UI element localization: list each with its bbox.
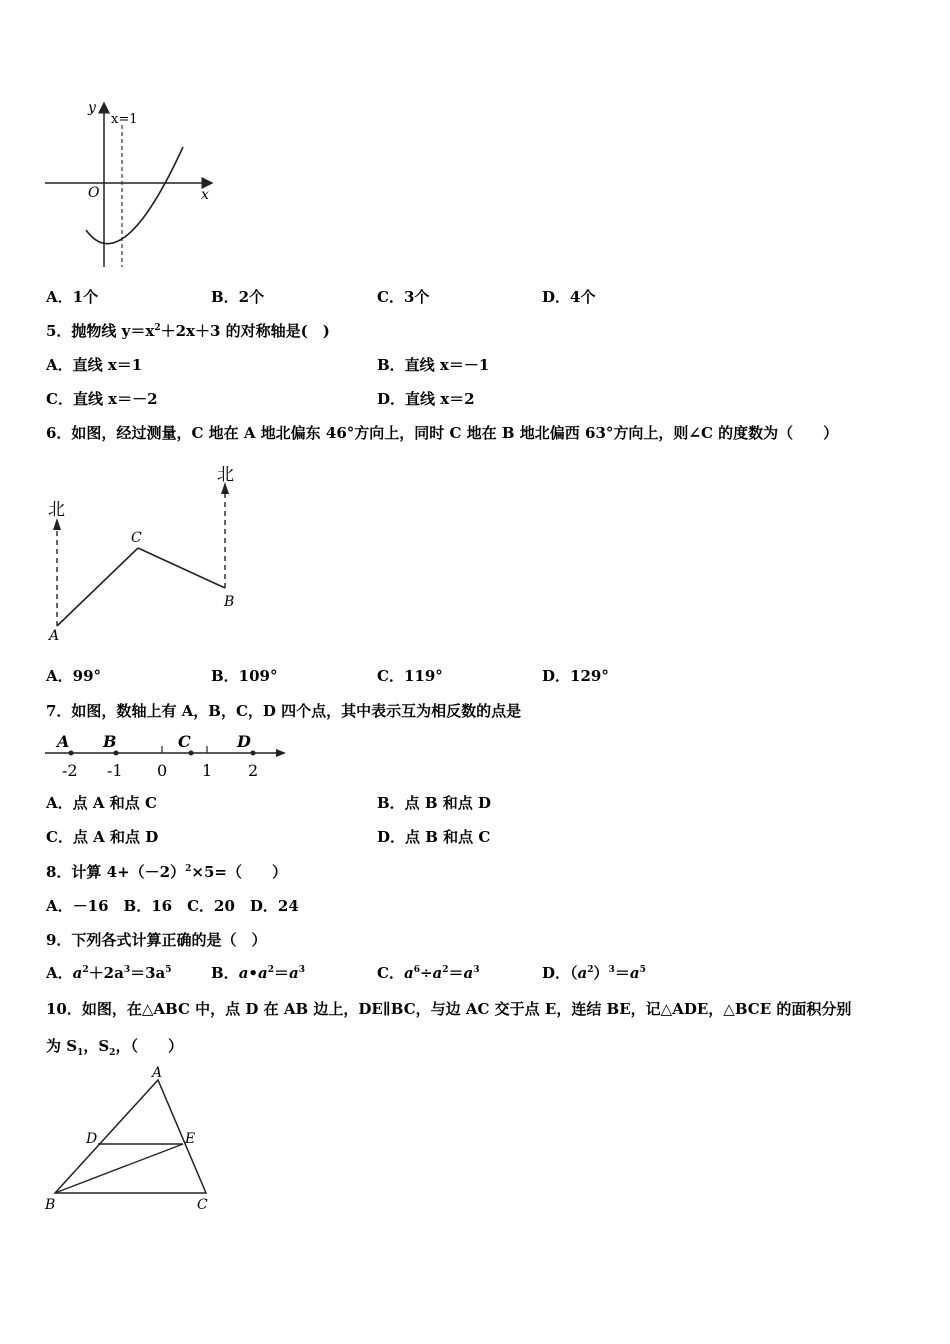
north-label-a: 北 xyxy=(48,500,65,520)
q6-option-b[interactable]: B．109° xyxy=(211,667,278,685)
point-a xyxy=(69,751,74,756)
symmetry-label: x=1 xyxy=(111,112,138,127)
point-d xyxy=(251,751,256,756)
q4-option-c[interactable]: C．3个 xyxy=(377,288,430,306)
segment-ac xyxy=(57,548,138,626)
q7-stem: 7．如图，数轴上有 A，B，C，D 四个点，其中表示互为相反数的点是 xyxy=(46,702,522,720)
q9-option-b[interactable]: B．$a•a^2=a^3$ xyxy=(211,964,306,982)
x-label: x xyxy=(201,187,209,203)
north-label-b: 北 xyxy=(217,465,234,485)
point-d-label: D xyxy=(86,1131,98,1147)
q4-option-b[interactable]: B．2个 xyxy=(211,288,265,306)
segment-cb xyxy=(138,548,225,588)
q5-option-b[interactable]: B．直线 x＝－1 xyxy=(377,356,490,374)
segment-be xyxy=(55,1144,183,1193)
number-line-figure xyxy=(40,728,300,783)
q7-option-a[interactable]: A．点 A 和点 C xyxy=(46,794,157,812)
q10-stem-line2: 为 $S_1$，$S_2$，（ ） xyxy=(46,1037,183,1058)
label-d: D xyxy=(237,732,251,751)
q4-option-a[interactable]: A．1个 xyxy=(46,288,99,306)
label-b: B xyxy=(103,732,117,751)
point-b-label: B xyxy=(224,594,235,610)
parabola-figure xyxy=(40,95,220,275)
tick-1: 1 xyxy=(202,761,213,780)
point-a-label: A xyxy=(49,628,60,644)
tick-neg2: -2 xyxy=(62,761,78,780)
q5-option-a[interactable]: A．直线 x＝1 xyxy=(46,356,143,374)
point-c-label: C xyxy=(131,530,142,546)
bearing-figure xyxy=(40,458,250,648)
tick-2: 2 xyxy=(248,761,259,780)
point-b xyxy=(114,751,119,756)
q5-stem: 5．抛物线 $y=x^2+2x+3$ 的对称轴是( ) xyxy=(46,322,330,340)
vertex-c-label: C xyxy=(197,1197,208,1213)
parabola-curve xyxy=(86,147,183,244)
vertex-b-label: B xyxy=(45,1197,56,1213)
q5-option-d[interactable]: D．直线 x＝2 xyxy=(377,390,475,408)
q7-option-d[interactable]: D．点 B 和点 C xyxy=(377,828,491,846)
point-c xyxy=(189,751,194,756)
q4-option-d[interactable]: D．4个 xyxy=(542,288,596,306)
q10-stem-line1: 10．如图，在△ABC 中，点 D 在 AB 边上，DE∥BC，与边 AC 交于点 E，连结 BE，记△ADE，△BCE 的面积分别 xyxy=(46,1000,852,1018)
tick-0: 0 xyxy=(157,761,168,780)
y-label: y xyxy=(88,100,96,116)
q9-option-c[interactable]: C．$a^6\div a^2=a^3$ xyxy=(377,964,480,982)
q9-option-a[interactable]: A．$a^2+2a^3=3a^5$ xyxy=(46,964,172,982)
q9-stem: 9．下列各式计算正确的是（ ） xyxy=(46,931,267,949)
point-e-label: E xyxy=(185,1131,196,1147)
q7-option-b[interactable]: B．点 B 和点 D xyxy=(377,794,492,812)
triangle-abc xyxy=(55,1080,206,1193)
q6-option-c[interactable]: C．119° xyxy=(377,667,443,685)
q6-option-d[interactable]: D．129° xyxy=(542,667,609,685)
vertex-a-label: A xyxy=(152,1065,163,1081)
q6-stem: 6．如图，经过测量，C 地在 A 地北偏东 46°方向上，同时 C 地在 B 地北偏西 63°方向上，则∠C 的度数为（ ） xyxy=(46,424,839,442)
q5-option-c[interactable]: C．直线 x＝－2 xyxy=(46,390,158,408)
tick-neg1: -1 xyxy=(107,761,123,780)
triangle-figure xyxy=(40,1062,230,1220)
q8-stem: 8．计算 $4+(-2)^2\times 5=$（ ） xyxy=(46,863,287,881)
q7-option-c[interactable]: C．点 A 和点 D xyxy=(46,828,159,846)
label-a: A xyxy=(57,732,70,751)
label-c: C xyxy=(178,732,191,751)
origin-label: O xyxy=(88,185,100,201)
q8-options[interactable]: A．－16 B．16 C．20 D．24 xyxy=(46,897,299,915)
q9-option-d[interactable]: D．$(a^2)^3=a^5$ xyxy=(542,964,646,982)
q6-option-a[interactable]: A．99° xyxy=(46,667,102,685)
